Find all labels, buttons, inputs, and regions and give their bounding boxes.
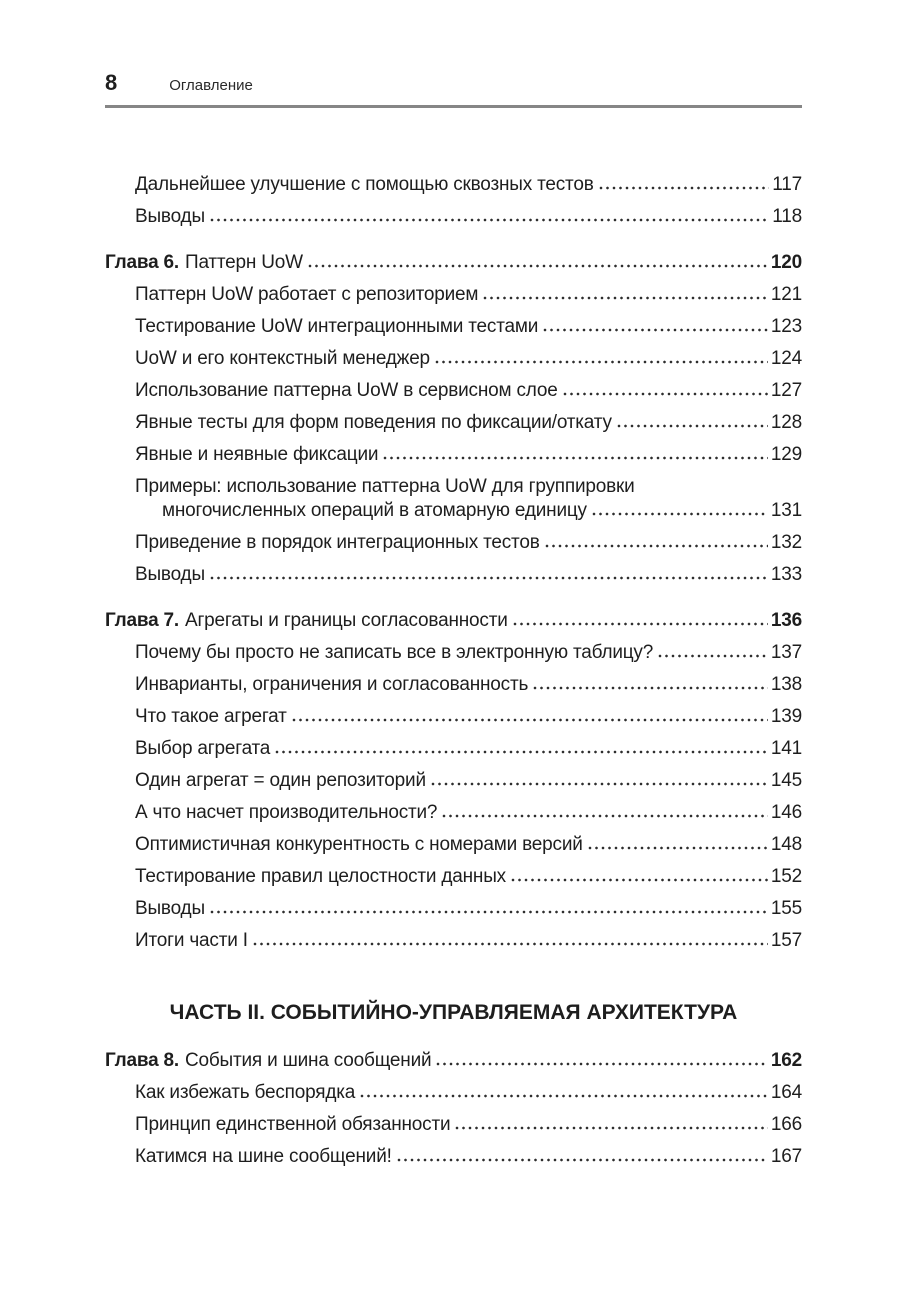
entry-title: Явные тесты для форм поведения по фиксации/откату xyxy=(135,412,612,433)
dot-leader xyxy=(592,512,768,516)
entry-page-number: 141 xyxy=(770,738,802,759)
entry-title: Как избежать беспорядка xyxy=(135,1082,356,1103)
toc-entry xyxy=(105,674,802,696)
entry-title: Почему бы просто не записать все в электронную таблицу? xyxy=(135,642,654,663)
chapter-title: Паттерн UoW xyxy=(184,252,303,273)
toc-entry xyxy=(105,444,802,466)
entry-title: Дальнейшее улучшение с помощью сквозных тестов xyxy=(135,174,594,195)
toc-entry xyxy=(105,348,802,370)
dot-leader xyxy=(210,910,768,914)
entry-page-number: 131 xyxy=(770,500,802,521)
chapter-label: Глава 8. xyxy=(105,1050,179,1071)
entry-page-number: 118 xyxy=(772,206,802,227)
toc-entry xyxy=(105,898,802,920)
dot-leader xyxy=(455,1126,767,1130)
entry-title: Использование паттерна UoW в сервисном слое xyxy=(135,380,558,401)
toc-entry xyxy=(105,316,802,338)
entry-title: А что насчет производительности? xyxy=(135,802,438,823)
entry-page-number: 121 xyxy=(770,284,802,305)
entry-title: Явные и неявные фиксации xyxy=(135,444,379,465)
header-rule xyxy=(105,105,802,108)
page-content xyxy=(105,0,802,1168)
dot-leader xyxy=(275,750,768,754)
dot-leader xyxy=(431,782,768,786)
entry-title: Тестирование UoW интеграционными тестами xyxy=(135,316,539,337)
entry-continuation xyxy=(135,500,802,522)
dot-leader xyxy=(210,576,768,580)
entry-page-number: 139 xyxy=(770,706,802,727)
toc-entry xyxy=(105,1082,802,1104)
toc-entry xyxy=(105,564,802,586)
entry-page-number: 117 xyxy=(772,174,802,195)
toc-entry xyxy=(105,738,802,760)
entry-title: Итоги части I xyxy=(135,930,248,951)
dot-leader xyxy=(617,424,768,428)
dot-leader xyxy=(435,360,768,364)
entry-title: Оптимистичная конкурентность с номерами версий xyxy=(135,834,583,855)
entry-title: Катимся на шине сообщений! xyxy=(135,1146,392,1167)
chapter-page-number: 136 xyxy=(770,610,802,631)
dot-leader xyxy=(308,264,768,268)
toc-entry xyxy=(105,866,802,888)
entry-title: Один агрегат = один репозиторий xyxy=(135,770,426,791)
toc-entry xyxy=(105,1114,802,1136)
entry-page-number: 137 xyxy=(770,642,802,663)
entry-title: UoW и его контекстный менеджер xyxy=(135,348,430,369)
dot-leader xyxy=(543,328,768,332)
running-head-title: Оглавление xyxy=(169,77,253,94)
toc-entry xyxy=(105,412,802,434)
dot-leader xyxy=(513,622,768,626)
entry-page-number: 128 xyxy=(770,412,802,433)
dot-leader xyxy=(436,1062,767,1066)
toc-entry xyxy=(105,706,802,728)
chapter-title: Агрегаты и границы согласованности xyxy=(184,610,508,631)
dot-leader xyxy=(397,1158,768,1162)
toc-entry xyxy=(105,930,802,952)
entry-title: Принцип единственной обязанности xyxy=(135,1114,451,1135)
toc-list xyxy=(105,174,802,1168)
toc-entry xyxy=(105,802,802,824)
entry-title: Выводы xyxy=(135,564,205,585)
toc-entry xyxy=(105,770,802,792)
toc-entry xyxy=(105,174,802,196)
dot-leader xyxy=(383,456,768,460)
toc-entry xyxy=(105,284,802,306)
toc-chapter-heading xyxy=(105,252,802,274)
entry-page-number: 127 xyxy=(770,380,802,401)
dot-leader xyxy=(483,296,768,300)
dot-leader xyxy=(545,544,768,548)
toc-entry xyxy=(105,834,802,856)
chapter-label: Глава 6. xyxy=(105,252,179,273)
entry-title: Выводы xyxy=(135,898,205,919)
entry-page-number: 146 xyxy=(770,802,802,823)
toc-chapter-heading xyxy=(105,610,802,632)
entry-title-line1: Примеры: использование паттерна UoW для группировки xyxy=(135,476,635,497)
dot-leader xyxy=(253,942,768,946)
entry-page-number: 164 xyxy=(770,1082,802,1103)
entry-title: Паттерн UoW работает с репозиторием xyxy=(135,284,479,305)
entry-title: Выводы xyxy=(135,206,205,227)
entry-page-number: 166 xyxy=(770,1114,802,1135)
chapter-label: Глава 7. xyxy=(105,610,179,631)
entry-page-number: 129 xyxy=(770,444,802,465)
dot-leader xyxy=(658,654,768,658)
entry-page-number: 167 xyxy=(770,1146,802,1167)
dot-leader xyxy=(511,878,768,882)
toc-entry xyxy=(105,380,802,402)
chapter-page-number: 162 xyxy=(770,1050,802,1071)
toc-entry xyxy=(105,642,802,664)
dot-leader xyxy=(563,392,768,396)
dot-leader xyxy=(360,1094,768,1098)
toc-entry xyxy=(105,1146,802,1168)
entry-title: Инварианты, ограничения и согласованность xyxy=(135,674,529,695)
dot-leader xyxy=(588,846,768,850)
entry-page-number: 133 xyxy=(770,564,802,585)
toc-part-heading: ЧАСТЬ II. СОБЫТИЙНО-УПРАВЛЯЕМАЯ АРХИТЕКТУРА xyxy=(169,1001,738,1024)
entry-page-number: 155 xyxy=(770,898,802,919)
folio-page-number: 8 xyxy=(105,70,118,95)
entry-page-number: 148 xyxy=(770,834,802,855)
dot-leader xyxy=(533,686,768,690)
entry-page-number: 138 xyxy=(770,674,802,695)
entry-title: Что такое агрегат xyxy=(135,706,287,727)
dot-leader xyxy=(292,718,768,722)
entry-page-number: 145 xyxy=(770,770,802,791)
entry-title: Тестирование правил целостности данных xyxy=(135,866,506,887)
entry-title: Выбор агрегата xyxy=(135,738,271,759)
chapter-page-number: 120 xyxy=(770,252,802,273)
toc-entry-two-line xyxy=(105,476,802,522)
chapter-title: События и шина сообщений xyxy=(184,1050,432,1071)
toc-chapter-heading xyxy=(105,1050,802,1072)
entry-page-number: 152 xyxy=(770,866,802,887)
entry-title: Приведение в порядок интеграционных тестов xyxy=(135,532,540,553)
entry-page-number: 123 xyxy=(770,316,802,337)
entry-page-number: 157 xyxy=(770,930,802,951)
dot-leader xyxy=(210,218,769,222)
toc-entry xyxy=(105,206,802,228)
entry-page-number: 132 xyxy=(770,532,802,553)
toc-entry xyxy=(105,532,802,554)
dot-leader xyxy=(442,814,768,818)
running-head xyxy=(105,0,802,97)
dot-leader xyxy=(599,186,770,190)
entry-page-number: 124 xyxy=(770,348,802,369)
entry-title-line2: многочисленных операций в атомарную единицу xyxy=(162,500,587,521)
